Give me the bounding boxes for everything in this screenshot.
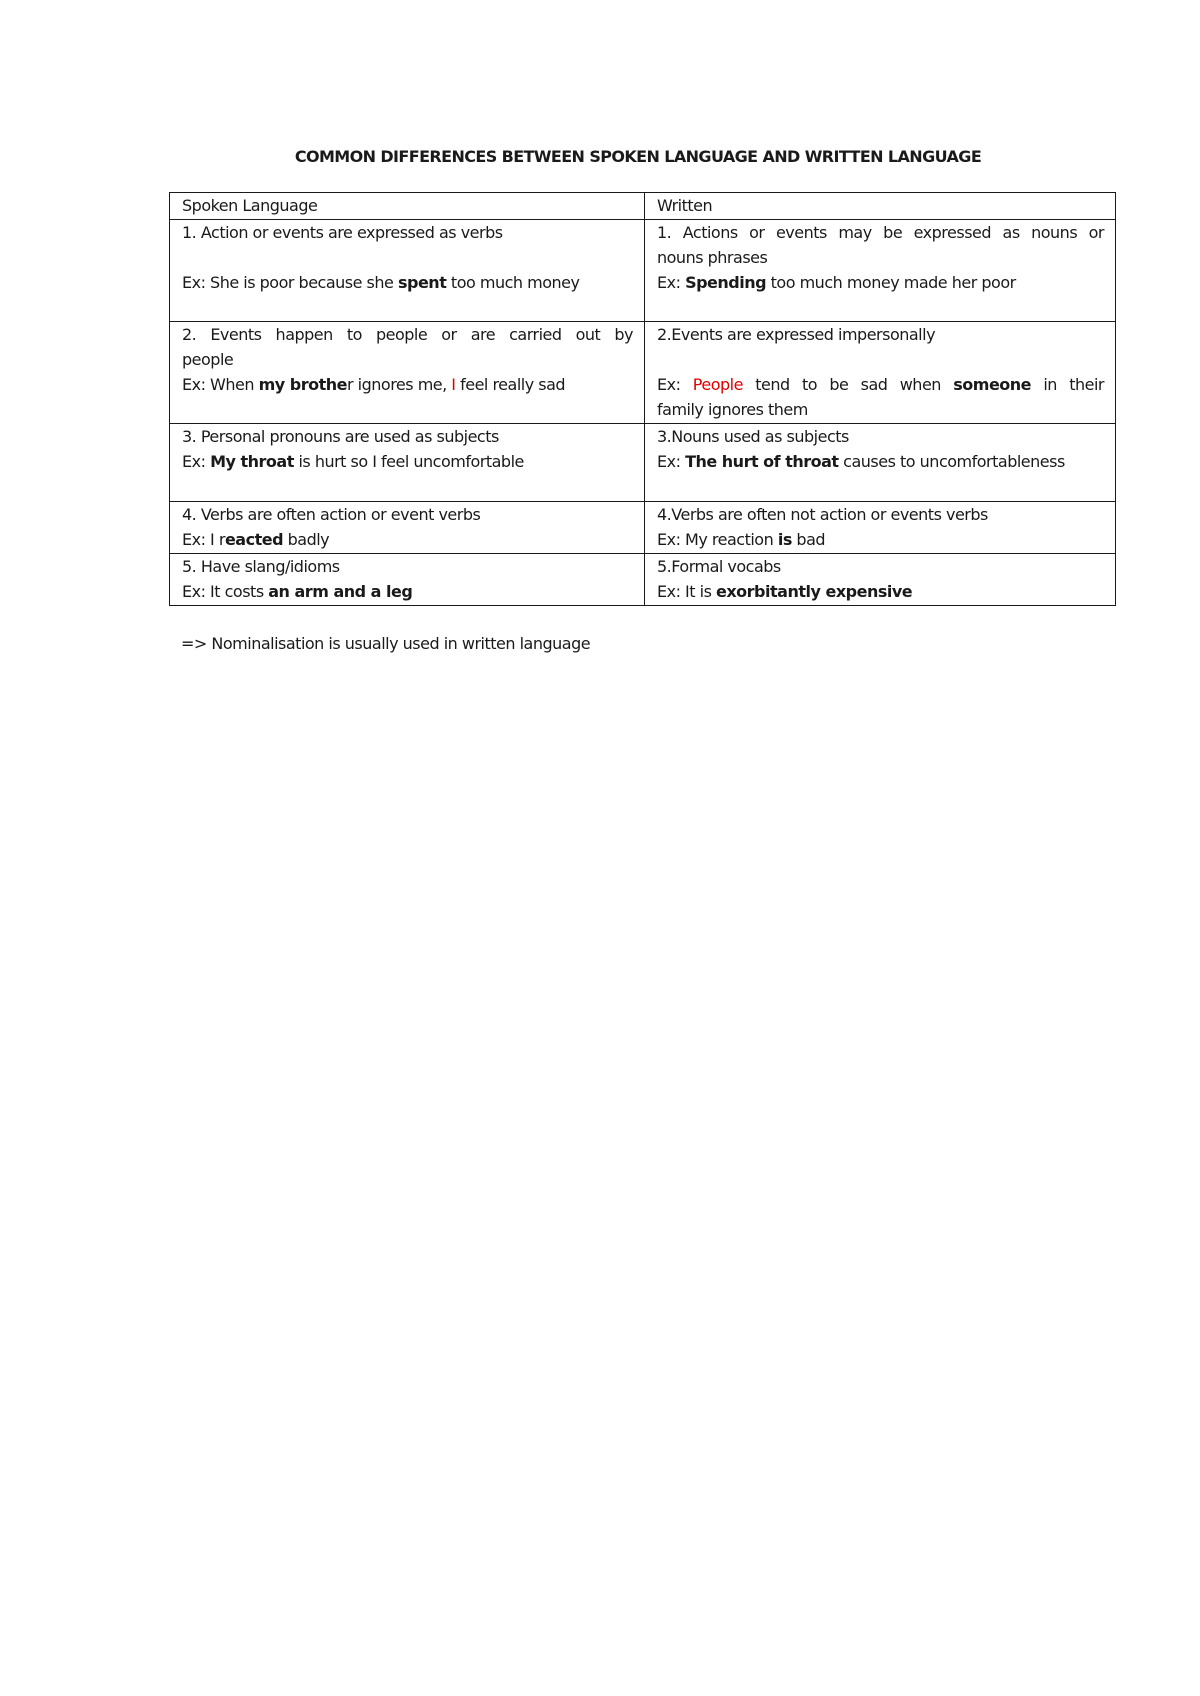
- spoken-example: Ex: My throat is hurt so I feel uncomfortable: [182, 452, 524, 471]
- table-row: [170, 554, 1116, 606]
- written-point: 2.Events are expressed impersonally: [657, 325, 936, 344]
- spoken-point: 5. Have slang/idioms: [182, 557, 340, 576]
- conclusion-text: => Nominalisation is usually used in written language: [181, 634, 591, 653]
- table-row: [170, 220, 1116, 322]
- header-spoken: Spoken Language: [170, 193, 645, 220]
- written-example-line2: family ignores them: [657, 400, 808, 419]
- table-row: [170, 424, 1116, 502]
- written-point-line2: nouns phrases: [657, 248, 768, 267]
- spoken-point: 4. Verbs are often action or event verbs: [182, 505, 481, 524]
- written-point: 4.Verbs are often not action or events verbs: [657, 505, 988, 524]
- spoken-point: 3. Personal pronouns are used as subjects: [182, 427, 499, 446]
- written-example: Ex: Spending too much money made her poor: [657, 273, 1016, 292]
- written-point-line1: 1. Actions or events may be expressed as nouns or: [657, 223, 1104, 242]
- table-row: [170, 322, 1116, 424]
- written-cell: [645, 502, 1116, 554]
- spoken-cell: [170, 322, 645, 424]
- spoken-example: Ex: I reacted badly: [182, 530, 330, 549]
- spoken-example: Ex: It costs an arm and a leg: [182, 582, 413, 601]
- written-example: Ex: The hurt of throat causes to uncomfortableness: [657, 452, 1065, 471]
- written-cell: [645, 554, 1116, 606]
- spoken-point: 1. Action or events are expressed as verbs: [182, 223, 503, 242]
- table-header-row: [170, 193, 1116, 220]
- header-written: Written: [645, 193, 1116, 220]
- spoken-example: Ex: She is poor because she spent too much money: [182, 273, 580, 292]
- written-cell: [645, 220, 1116, 322]
- spoken-cell: [170, 424, 645, 502]
- written-cell: [645, 322, 1116, 424]
- written-example-line1: Ex: People tend to be sad when someone in their: [657, 375, 1105, 394]
- written-example: Ex: My reaction is bad: [657, 530, 826, 549]
- spoken-cell: [170, 502, 645, 554]
- comparison-table: [169, 192, 1116, 606]
- written-point: 3.Nouns used as subjects: [657, 427, 849, 446]
- document-title: COMMON DIFFERENCES BETWEEN SPOKEN LANGUAGE AND WRITTEN LANGUAGE: [294, 147, 982, 166]
- spoken-point-line2: people: [182, 350, 234, 369]
- spoken-point-line1: 2. Events happen to people or are carried out by: [182, 325, 633, 344]
- written-point: 5.Formal vocabs: [657, 557, 781, 576]
- spoken-cell: [170, 220, 645, 322]
- written-cell: [645, 424, 1116, 502]
- spoken-example: Ex: When my brother ignores me, I feel really sad: [182, 375, 566, 394]
- spoken-cell: [170, 554, 645, 606]
- written-example: Ex: It is exorbitantly expensive: [657, 582, 913, 601]
- table-row: [170, 502, 1116, 554]
